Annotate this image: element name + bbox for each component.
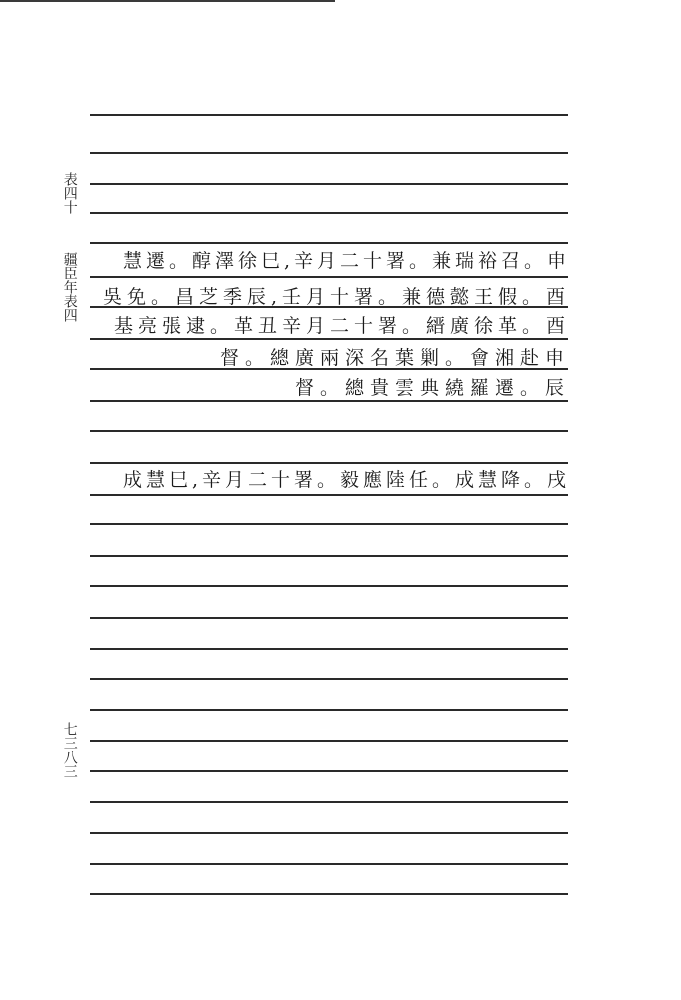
ruled-line [90,212,568,214]
record-row-2-text: 吳免。昌芝季辰,壬月十署。兼德懿王假。酉 [102,285,570,308]
ruled-line [90,114,568,116]
ruled-line [90,678,568,680]
ruled-line [90,893,568,895]
table-title-text: 疆臣年表四 [61,252,78,322]
ruled-line [90,648,568,650]
record-row-1-text: 慧遷。醇澤徐巳,辛月二十署。兼瑞裕召。申 [122,249,570,272]
record-row-2 [92,282,570,308]
ruled-line [90,400,568,402]
ruled-line [90,801,568,803]
ruled-line [90,555,568,557]
record-row-5-text: 督。總貴雲典繞羅遷。辰 [294,376,570,399]
table-number-text: 表四十 [61,172,78,214]
record-row-3 [92,311,570,337]
record-row-4 [92,343,570,369]
record-row-3-text: 基亮張逮。革丑辛月二十署。縉廣徐革。酉 [113,314,570,337]
ruled-line [90,832,568,834]
ruled-line [90,494,568,496]
record-row-6-text: 成慧巳,辛月二十署。毅應陸任。成慧降。戌 [122,468,570,491]
record-row-4-text: 督。總廣兩深名葉剿。會湘赴申 [219,346,570,369]
top-edge-rule [0,0,335,2]
page-number-label [58,722,78,786]
ruled-line [90,430,568,432]
ruled-line [90,585,568,587]
record-row-5 [92,373,570,399]
ruled-line [90,770,568,772]
ruled-line [90,740,568,742]
table-title-label [58,252,78,330]
ruled-line [90,338,568,340]
ruled-line [90,709,568,711]
record-row-1 [92,246,570,272]
table-number-label [58,172,78,222]
page-number-text: 七三八三 [61,722,78,778]
ruled-line [90,152,568,154]
ruled-line [90,276,568,278]
record-row-6 [92,465,570,491]
ruled-line [90,617,568,619]
ruled-line [90,523,568,525]
ruled-line [90,183,568,185]
ruled-line [90,242,568,244]
ruled-line [90,863,568,865]
